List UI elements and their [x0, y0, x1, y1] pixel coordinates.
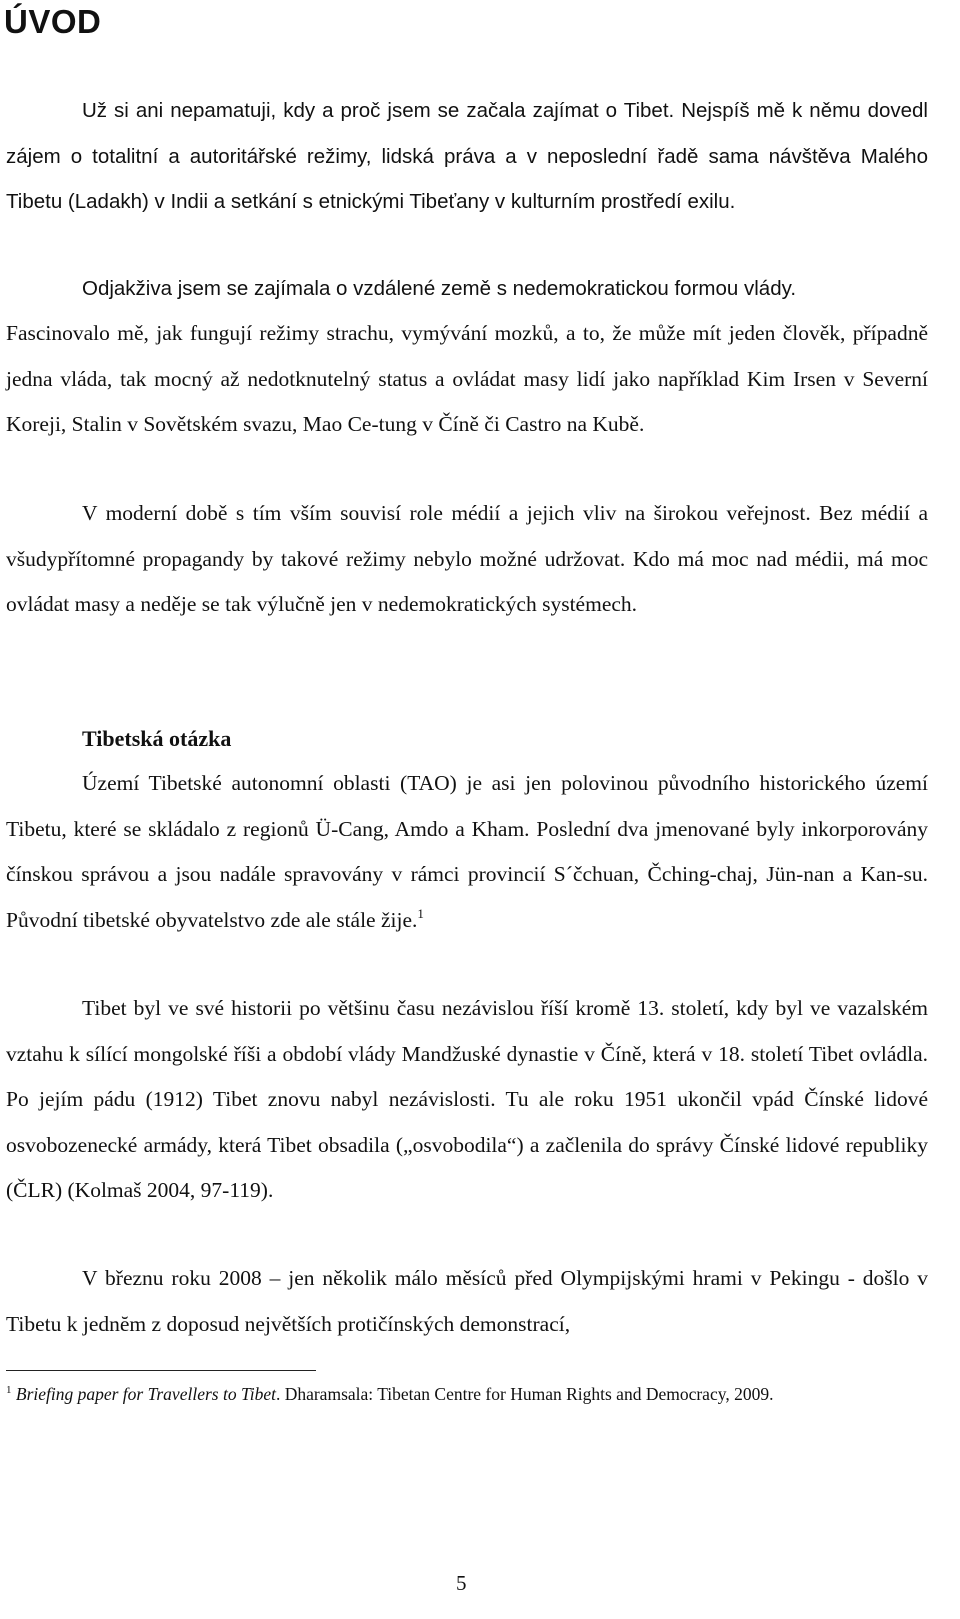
footnote-marker[interactable]: 1	[417, 905, 424, 921]
footnote-number: 1	[6, 1384, 12, 1396]
intro-paragraph-2: Odjakživa jsem se zajímala o vzdálené země s nedemokratickou formou vlády.	[82, 277, 797, 300]
section-paragraph-1	[6, 761, 928, 943]
section-paragraph-2: Tibet byl ve své historii po většinu času nezávislou říší kromě 13. století, kdy byl ve vazalském vztahu k sílící mongolské říši a období vlády Mandžuské dynastie v Číně, která v 18. století Tibet ovládla. Po jejím pádu (1912) Tibet znovu nabyl nezávislosti. Tu ale roku 1951 ukončil vpád Čínské lidové osvobozenecké armády, která Tibet obsadila („osvobodila“) a začlenila do správy Čínské lidové republiky (ČLR) (Kolmaš 2004, 97-119).	[6, 996, 928, 1202]
footnote-title: Briefing paper for Travellers to Tibet	[15, 1384, 276, 1404]
section-paragraph-1-text: Území Tibetské autonomní oblasti (TAO) je asi jen polovinou původního historického území Tibetu, které se skládalo z regionů Ü-Cang, Amdo a Kham. Poslední dva jmenované byly inkorporovány čínskou správou a jsou nadále spravovány v rámci provincií S´čchuan, Čching-chaj, Jün-nan a Kan-su. Původní tibetské obyvatelstvo zde ale stále žije.	[6, 771, 928, 932]
footnote	[6, 1383, 916, 1406]
footnote-divider	[6, 1370, 316, 1371]
body-paragraph-2: V moderní době s tím vším souvisí role médií a jejich vliv na širokou veřejnost. Bez médií a všudypřítomné propagandy by takové režimy nebylo možné udržovat. Kdo má moc nad médii, má moc ovládat masy a neděje se tak výlučně jen v nedemokratických systémech.	[6, 501, 928, 616]
footnote-rest: . Dharamsala: Tibetan Centre for Human Rights and Democracy, 2009.	[275, 1384, 774, 1404]
page-number: 5	[456, 1571, 467, 1595]
section-heading: Tibetská otázka	[82, 726, 232, 751]
page-title: ÚVOD	[4, 3, 102, 40]
section-paragraph-3: V březnu roku 2008 – jen několik málo měsíců před Olympijskými hrami v Pekingu - došlo v Tibetu k jednĕm z doposud největších protičínských demonstrací,	[6, 1266, 928, 1336]
body-paragraph-1: Fascinovalo mě, jak fungují režimy strachu, vymývání mozků, a to, že může mít jeden člověk, případně jedna vláda, tak mocný až nedotknutelný status a ovládat masy lidí jako například Kim Irsen v Severní Koreji, Stalin v Sovětském svazu, Mao Ce-tung v Číně či Castro na Kubě.	[6, 321, 928, 436]
intro-paragraph-1: Už si ani nepamatuji, kdy a proč jsem se začala zajímat o Tibet. Nejspíš mě k němu dovedl zájem o totalitní a autoritářské režimy, lidská práva a v neposlední řadě sama návštěva Malého Tibetu (Ladakh) v Indii a setkání s etnickými Tibeťany v kulturním prostředí exilu.	[6, 99, 928, 213]
